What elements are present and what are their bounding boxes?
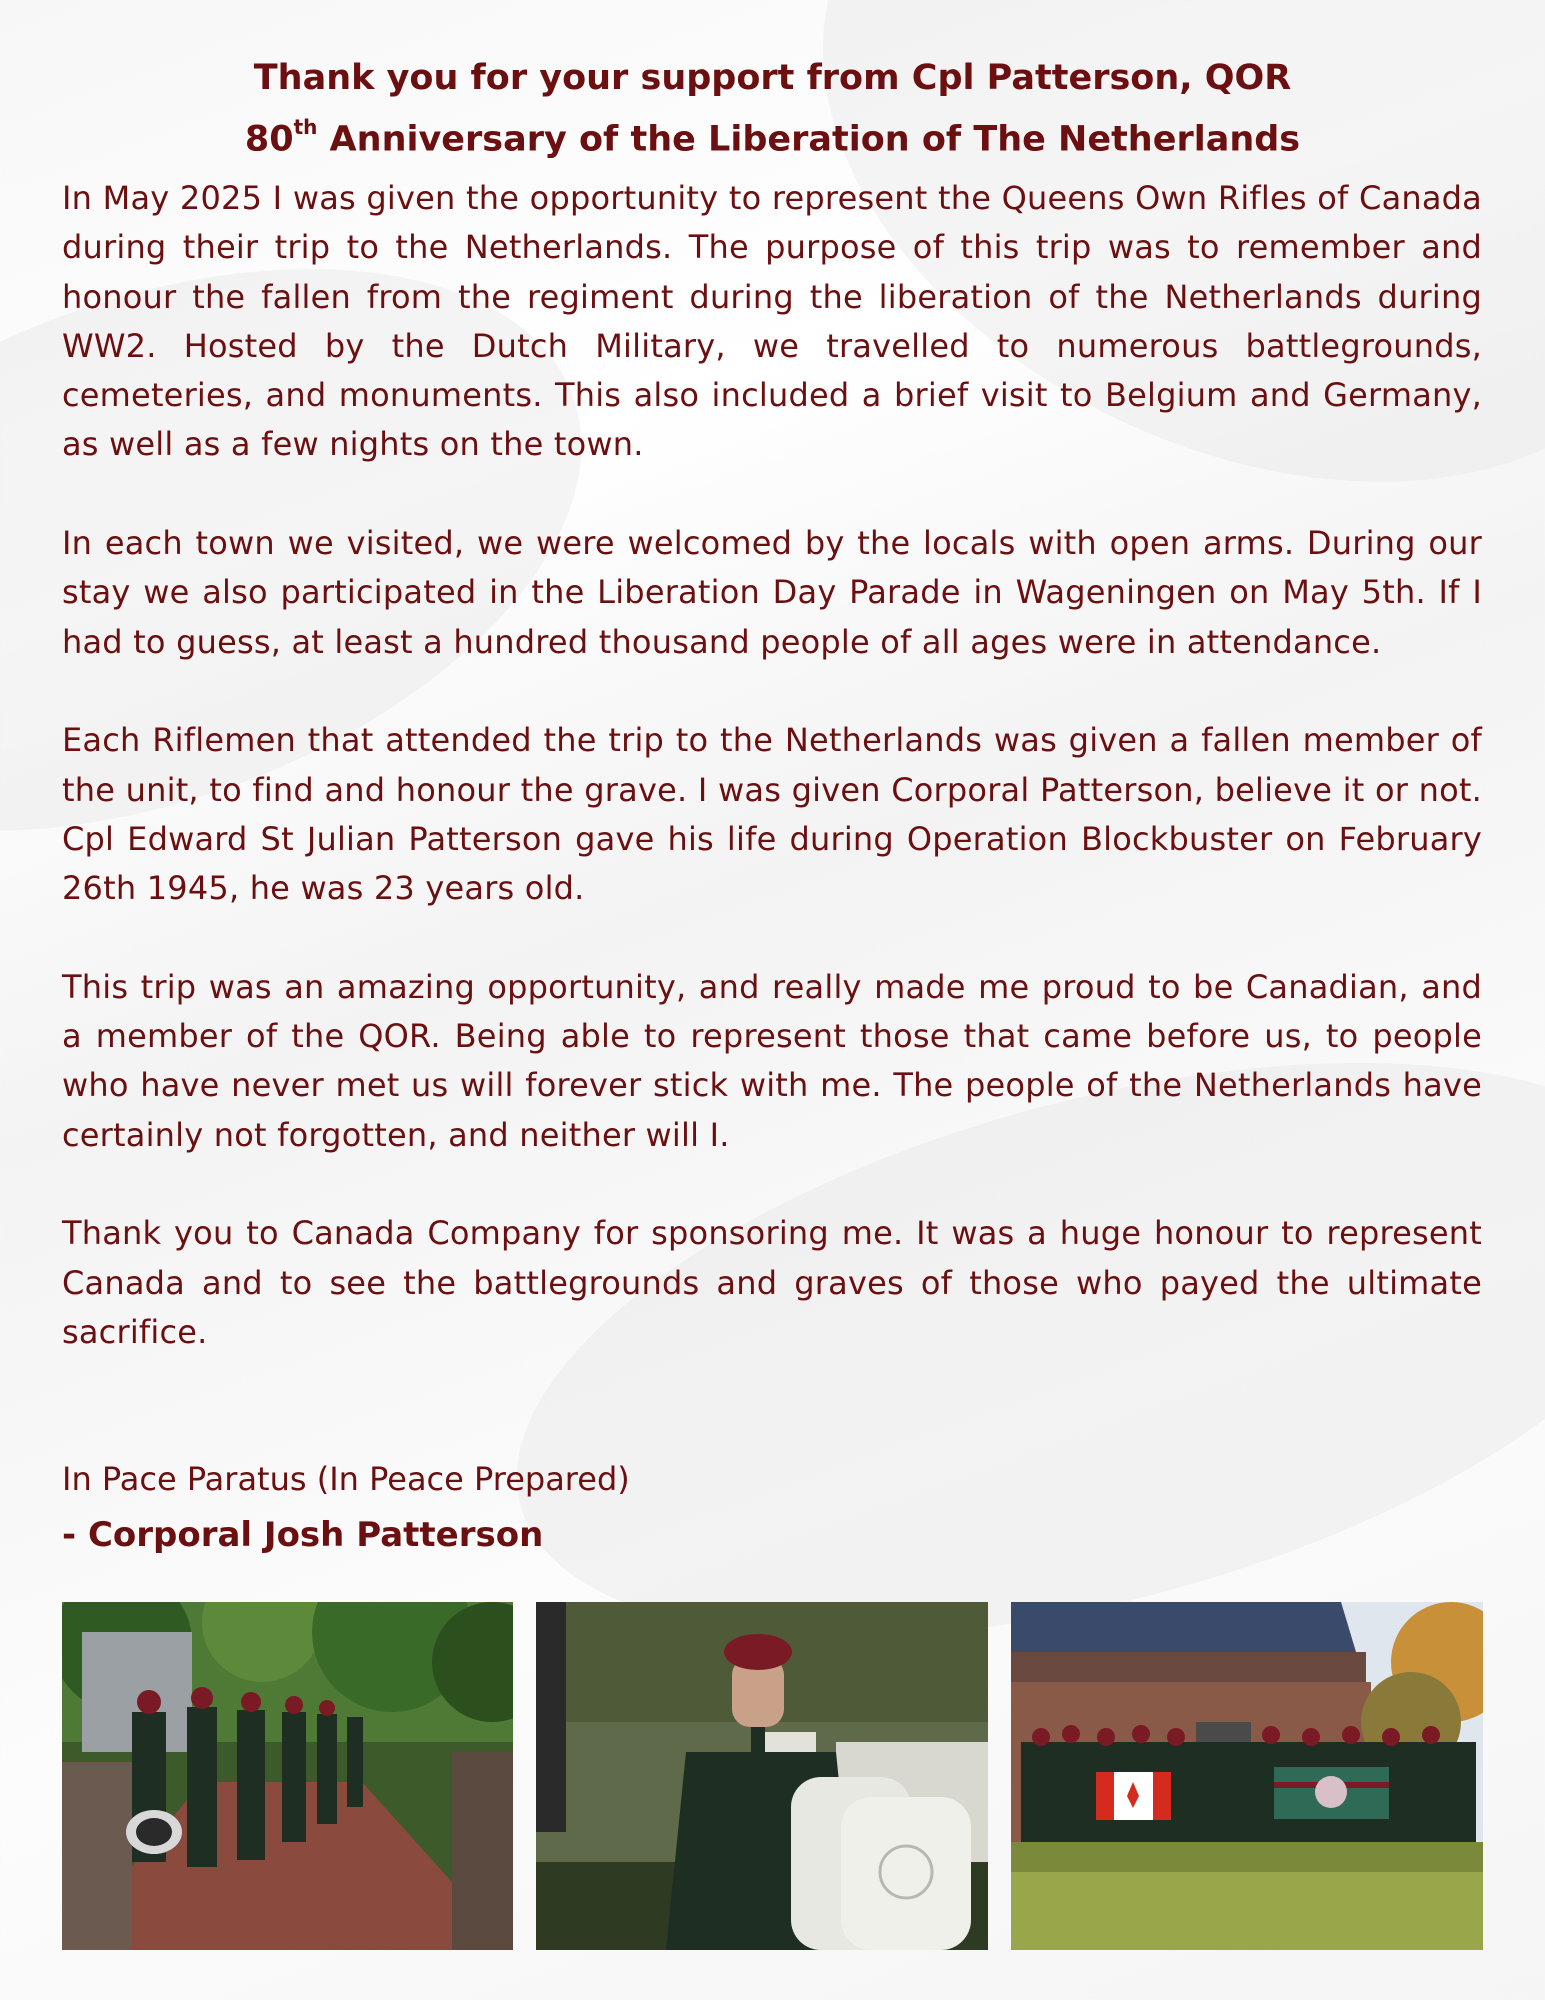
group-photo bbox=[1011, 1602, 1483, 1950]
title-line-1: Thank you for your support from Cpl Patterson, QOR bbox=[253, 58, 1292, 98]
paragraph-3: Each Riflemen that attended the trip to the Netherlands was given a fallen member of the unit, to find and honour the grave. I was given Corporal Patterson, believe it or not. Cpl Edward St Julian Patterson gave his life during Operation Blockbuster on February 26th 1945, he was 23 years old. bbox=[62, 721, 1482, 908]
paragraph-2: In each town we visited, we were welcomed by the locals with open arms. During our stay we also participated in the Liberation Day Parade in Wageningen on May 5th. If I had to guess, at least a hundred thousand people of all ages were in attendance. bbox=[62, 524, 1482, 661]
signature: - Corporal Josh Patterson bbox=[62, 1515, 544, 1555]
title-line-2: 80th Anniversary of the Liberation of The Netherlands bbox=[244, 115, 1301, 160]
letter-body bbox=[62, 174, 1482, 1406]
paragraph-4: This trip was an amazing opportunity, and really made me proud to be Canadian, and a member of the QOR. Being able to represent those that came before us, to people who have never met us will forever stick with me. The people of the Netherlands have certainly not forgotten, and neither will I. bbox=[62, 967, 1482, 1154]
page-title bbox=[60, 52, 1485, 167]
motto: In Pace Paratus (In Peace Prepared) bbox=[62, 1460, 630, 1498]
paragraph-5: Thank you to Canada Company for sponsoring me. It was a huge honour to represent Canada and to see the battlegrounds and graves of those who payed the ultimate sacrifice. bbox=[62, 1214, 1482, 1351]
paragraph-1: In May 2025 I was given the opportunity to represent the Queens Own Rifles of Canada during their trip to the Netherlands. The purpose of this trip was to remember and honour the fallen from the regiment during the liberation of the Netherlands during WW2. Hosted by the Dutch Military, we travelled to numerous battlegrounds, cemeteries, and monuments. This also included a brief visit to Belgium and Germany, as well as a few nights on the town. bbox=[62, 179, 1482, 464]
parade-photo bbox=[62, 1602, 513, 1950]
soldier-at-grave-photo bbox=[536, 1602, 988, 1950]
